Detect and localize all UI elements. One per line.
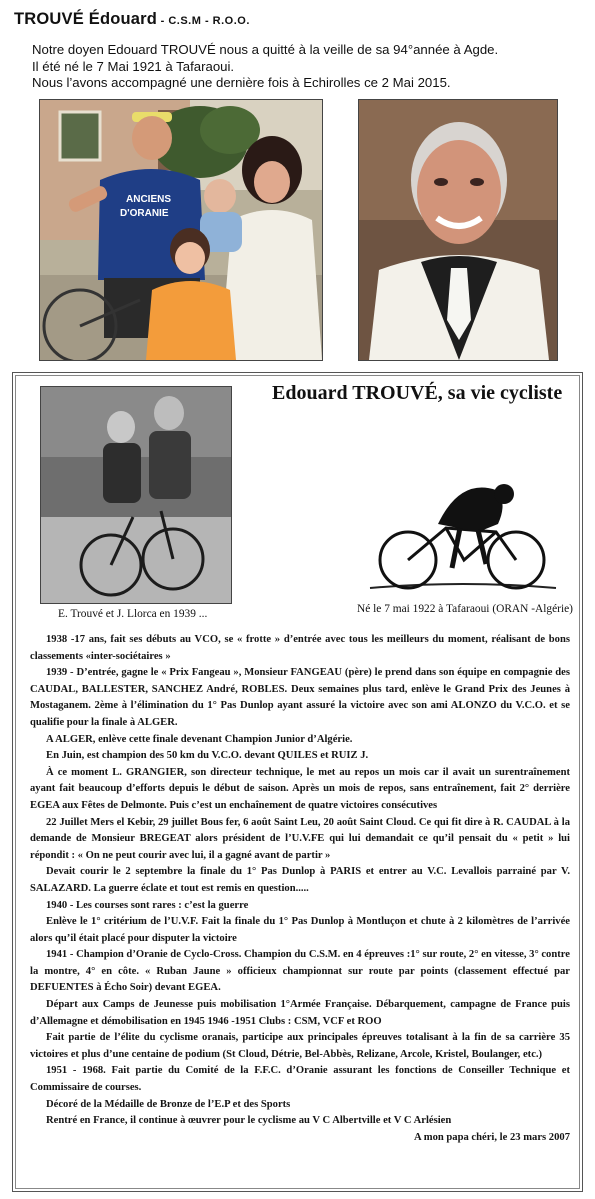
bio-text (30, 632, 570, 1146)
vintage-cyclists-photo (40, 386, 232, 604)
bio-paragraph: 1951 - 1968. Fait partie du Comité de la F.F.C. d’Oranie assurant les fonctions de Conseiller Technique et Commissaire de courses. (30, 1065, 570, 1094)
intro-line: Il été né le 7 Mai 1921 à Tafaraoui. (32, 58, 235, 74)
person-name: TROUVÉ Édouard (14, 10, 158, 28)
birth-caption: Né le 7 mai 1922 à Tafaraoui (ORAN -Algérie) (357, 603, 573, 615)
family-photo-illustration (40, 100, 322, 360)
family-photo (39, 99, 323, 361)
portrait-photo (358, 99, 558, 361)
cyclist-icon (368, 472, 558, 594)
jersey-text: D'ORANIE (120, 208, 169, 219)
vintage-photo-illustration (41, 387, 231, 603)
jersey-text: ANCIENS (126, 194, 172, 205)
bio-paragraph: A ALGER, enlève cette finale devenant Champion Junior d’Algérie. (46, 733, 353, 745)
bio-paragraph: 1938 -17 ans, fait ses débuts au VCO, se « frotte » d’entrée avec tous les meilleurs du moment, réalisant de bons classements «inter-sociétaires » (30, 634, 570, 662)
bio-paragraph: Rentré en France, il continue à œuvrer pour le cyclisme au V C Albertville et V C Arlésien (46, 1115, 452, 1127)
bio-paragraph: Enlève le 1° critérium de l’U.V.F. Fait la finale du 1° Pas Dunlop à Montluçon et chute à 2 kilomètres de l’arrivée alors qu’il était placé pour disputer la victoire (30, 916, 570, 944)
vintage-photo-caption: E. Trouvé et J. Llorca en 1939 ... (58, 608, 208, 620)
cyclist-sketch (368, 472, 558, 594)
intro-line: Notre doyen Edouard TROUVÉ nous a quitté à la veille de sa 94°année à Agde. (32, 42, 499, 57)
bio-paragraph: 22 Juillet Mers el Kebir, 29 juillet Bous fer, 6 août Saint Leu, 20 août Saint Cloud. Ce qui fit dire à R. CAUDAL à la demande de Monsieur BREGEAT alors président de l’U.V.FE qui lui demandait ce qu’il pensait du « petit » lui répondit : « On ne peut courir avec lui, il a gagné avant de partir » (30, 816, 570, 861)
intro-line: Nous l’avons accompagné une dernière fois à Echirolles ce 2 Mai 2015. (32, 75, 451, 90)
bio-paragraph: En Juin, est champion des 50 km du V.C.O. devant QUILES et RUIZ J. (46, 750, 369, 762)
bio-paragraph: 1941 - Champion d’Oranie de Cyclo-Cross. Champion du C.S.M. en 4 épreuves :1° sur route, 2° en vitesse, 3° contre la montre, 4° en côte. « Ruban Jaune » officieux championnat sur route par points (classement effectué par DEFUENTES à Écho Soir) devant EGEA. (30, 949, 570, 994)
bio-signature: A mon papa chéri, le 23 mars 2007 (414, 1131, 570, 1143)
bio-paragraph: Fait partie de l’élite du cyclisme oranais, participe aux principales épreuves totalisant à la fin de sa carrière 35 victoires et plus d’une centaine de podium (St Cloud, Détrie, Bel-Abbès, Relizane, Arcole, Kristel, Boulanger, etc.) (30, 1032, 570, 1060)
bio-paragraph: Départ aux Camps de Jeunesse puis mobilisation 1°Armée Française. Débarquement, campagne de France puis d’Allemagne et démobilisation en 1945 1946 -1951 Clubs : CSM, VCF et ROO (30, 999, 570, 1027)
bio-paragraph: 1939 - D’entrée, gagne le « Prix Fangeau », Monsieur FANGEAU (père) le prend dans son équipe en compagnie des CAUDAL, BALLESTER, SANCHEZ André, ROBLES. Deux semaines plus tard, enlève le Grand Prix des Jeunes à Mostaganem. 2ème à l’élimination du 1° Pas Dunlop ayant assuré la victoire avec son ami ALONZO du V.C.O. et se qualifie pour la finale à ALGER. (30, 667, 570, 728)
bio-paragraph: 1940 - Les courses sont rares : c’est la guerre (46, 899, 249, 911)
club-names: - C.S.M - R.O.O. (157, 15, 250, 27)
bio-paragraph: Décoré de la Médaille de Bronze de l’E.P et des Sports (46, 1098, 291, 1110)
intro-text (32, 42, 582, 92)
bio-title: Edouard TROUVÉ, sa vie cycliste (272, 382, 563, 404)
bio-paragraph: Devait courir le 2 septembre la finale du 1° Pas Dunlop à PARIS et entrer au V.C. Levallois parrainé par V. SALAZARD. La guerre éclate et tout est remis en question..... (30, 866, 570, 894)
portrait-photo-illustration (359, 100, 557, 360)
bio-paragraph: À ce moment L. GRANGIER, son directeur technique, le met au repos un mois car il avait un surentraînement ayant fait beaucoup d’efforts depuis le début de saison. Après un mois de repos, sans entraînement, fait 2° derrière EGEA aux Fêtes de Delmonte. Puis c’est un enchaînement de quatre victoires consécutives (30, 766, 570, 811)
page-title (14, 10, 250, 29)
